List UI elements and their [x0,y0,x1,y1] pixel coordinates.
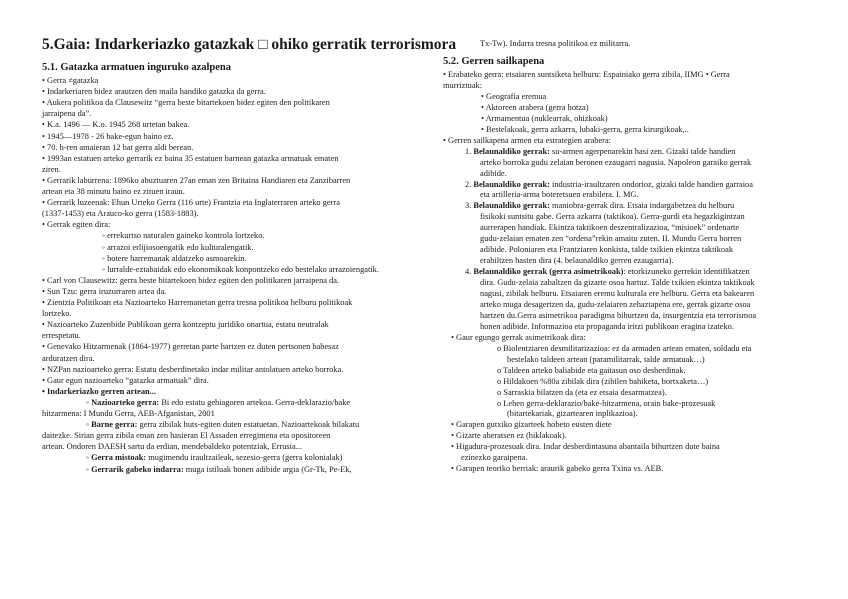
right-text-line: adibide. Poloniaren eta Frantziaren konkista, talde txikien ekintza taktikoak [480,245,734,255]
left-text-line: • 1993an estatuen arteko gerrarik ez baina 35 estatuen barnean gatazka armatuak ematen [42,153,339,163]
term-label: Belaunaldiko gerrak (gerra asimetrikoak) [473,267,624,277]
left-text-line: jarraipena da”. [42,109,92,119]
right-text-line: 1. Belaunaldiko gerrak: su-armen agerpenarekin hasi zen. Gizaki talde handien [465,146,736,156]
right-text-line: • Gaur egungo gerrak asimetrikoak dira: [451,332,586,342]
right-text-line: 3. Belaunaldiko gerrak: maniobra-gerrak dira. Etsaia indargabetzea du helburu [465,201,735,211]
left-text-line: • 70. h-ren amaieran 12 bat gerra aldi berean. [42,142,194,152]
right-text-line: (bitartekariak, gizartearen inplikazioa). [507,409,638,419]
right-text-line: nagusi, zibilak helburu. Etsaiaren eremu kulturala ere helburu. Gerra eta bakearen [480,289,755,298]
right-text-line: o Sarraskia bilatzen da (eta ez etsaia desarmatzea). [497,387,667,397]
right-text-line: ezinezko garaipena. [461,453,528,463]
right-text-line: 2. Belaunaldiko gerrak: industria-iraultzaren ondorioz, gizaki talde handien garraioa [465,179,753,189]
left-text-line: • Genevako Hitzarmenak (1864-1977) gerretan parte hartzen ez duten pertsonen babesaz [42,342,339,352]
right-text-line: • Garapen teoriko berriak: araurik gabeko gerra Txina vs. AEB. [451,464,664,474]
section-5-1-heading: 5.1. Gatazka armatuen inguruko azalpena [42,62,232,73]
left-text-line: • 1945—1978 - 26 bake-egun baino ez. [42,131,174,141]
right-text-line: o Hildakoen %80a zibilak dira (zibilen bahiketa, bortxaketa…) [497,376,709,386]
left-text-line: daitezke. Sirian gerra zibila eman zen hasieran El Assaden erregimena eta opositoreen [42,431,331,441]
section-5-2-heading: 5.2. Gerren sailkapena [443,56,545,67]
right-text-line: arteko muga desagertzen da, gudu-zelaiaren zehaztapena ere, gerrak gizarte osoa [480,299,751,309]
left-text-line: • Gerra ≠gatazka [42,76,99,85]
left-text-line: • Sun Tzu: gerra iruzurraren artea da. [42,286,167,296]
left-text-line: • Gerrarik luzeenak: Ehun Urteko Gerra (116 urte) Frantzia eta Inglaterraren arteko gerra [42,198,340,208]
continuation-line: Tx-Tw). Indarra tresna politikoa ez militarra. [480,39,631,48]
left-text-line: • Gerrak egiten dira: [42,220,111,230]
right-text-line: arteko borroka gudu zelaian beronen ezaugarri nagusia. Napoleon garaiko gerrak [480,157,752,167]
term-label: Nazioarteko gerra: [91,397,160,407]
right-text-line: • Geografia eremua [481,91,547,101]
page-title-text: 5.Gaia: Indarkeriazko gatazkak □ ohiko gerratik terrorismora [42,36,457,53]
right-text-line: o Lehen gerra-deklarazio/bake-hitzarmena, orain bake-prozesuak [497,398,716,408]
right-text-line: honen adibide. Informazioa eta propaganda iritzi publikoan eragina izateko. [480,321,734,331]
left-text-line: ◦ arrazoi erlijiosoengatik edo kulturalengatik. [102,242,254,252]
left-text-line: ziren. [42,164,61,174]
left-text-line: • Gerrarik laburrena: 1896ko abuztuaren 27an eman zen Britaina Handiaren eta Zanzibarren [42,175,351,185]
term-label: Gerra mistoak: [91,453,147,463]
left-text-line: (1337-1453) eta Arauco-ko gerra (1583-1883). [42,209,199,219]
right-text-line: o Taldeen arteko baliabide eta gaitasun oso desberdinak. [497,365,686,375]
left-text-line: ◦ botere harremanak aldatzeko asmoarekin. [102,253,247,263]
left-text-line: ◦ lurralde-eztabaidak edo ekonomikoak konpontzeko edo bestelako arrazoiengatik. [102,264,379,274]
left-text-line: arduratzen dira. [42,353,95,363]
right-text-line: murriztuak: [443,80,483,90]
left-text-line: • Nazioarteko Zuzenbide Publikoan gerra kontzeptu juridiko onartua, estatu neutralak [42,320,329,330]
left-text-line: ◦ Gerrarik gabeko indarra: muga istiluak honen adibide argia (Gr-Tk, Pe-Ek, [86,464,352,474]
left-text-line: • NZPan nazioarteko gerra: Estatu desberdinetako indar militar antolatuen arteko borroka. [42,364,344,374]
left-text-line: • Gaur egun nazioarteko “gatazka armatuak” dira. [42,375,209,385]
right-text-line: • Aktoreen arabera (gerra hotza) [481,102,589,112]
right-text-line: aurrerapen handiak. Ekintza taktikoen deszentralizazioa, “misioek” ordenarte [480,223,740,233]
left-text-line: lortzeko. [42,309,72,319]
left-text-line: • Indarkeriazko gerren artean... [42,386,156,396]
left-text-line: • K.a. 1496 — K.o. 1945 268 urtetan bakea. [42,120,190,130]
right-text-line: • Gerren sailkapena armen eta estrategien arabera: [443,135,612,145]
left-text-line: • Zientzia Politikoan eta Nazioarteko Harremanetan gerra tresna politikoa helburu politikoak [42,298,353,307]
left-text-line: artean. Ondoren DAESH sartu da erdian, mendebaldeko potentziak, Errusia... [42,442,303,452]
right-text-line: erabiltzen hasten dira (4. belaunaldiko gerren ezaugarria). [480,256,674,266]
right-text-line: • Armamentua (nuklearrak, ohizkoak) [481,113,608,123]
left-text-line: ◦ Gerra mistoak: mugimendu iraultzaileak, sezesio-gerra (gerra kolonialak) [86,453,343,463]
term-label: Gerrarik gabeko indarra: [91,464,184,474]
right-text-line: hartzen du.Gerra asimetrikoa paradigma bihurtzen da, insurgentzia eta terrorismoa [480,310,757,320]
term-label: Belaunaldiko gerrak: [473,201,550,211]
right-text-line: • Garapen gutxiko gizarteek hobeto eusten diete [451,420,612,430]
right-text-line: dira. Gudu-zelaia zabaltzen da gizarte osoa hartuz. Talde txikien ekintza taktikoak [480,278,755,288]
term-label: Belaunaldiko gerrak: [473,179,550,189]
right-text-line: gudu-zelaian ematen zen “ordena”rekin amaitu zuten. II. Mundu Gerra horren [480,234,742,244]
left-text-line: artean eta 38 minutu baino ez zituen iraun. [42,187,185,196]
left-text-line: • Aukera politikoa da Clausewitz “gerra beste bitartekoen bidez egiten den politikaren [42,98,330,108]
left-text-line: • Carl von Clausewitz: gerra beste bitartekoen bidez egiten den politikaren jarraipena da. [42,275,340,285]
right-text-line: eta artilleria-arma boteretsuen erabilera. I. MG. [480,190,639,200]
right-text-line: adibide. [480,168,507,178]
right-text-line: • Erabateko gerra: etsaiaren suntsiketa helburu: Espainiako gerra zibila, IIMG • Gerra [443,70,730,79]
right-text-line: fisikoki suntsitu gabe. Gerra azkarra (taktikoa). Gerra-gurdi eta hegazkigintzan [480,212,745,222]
left-text-line: ◦ errekurtso naturalen gaineko kontrola lortzeko. [102,231,265,241]
left-text-line: hitzarmena: I Mundu Gerra, AEB-Afganistan, 2001 [42,409,215,418]
right-text-line: o Biolentziaren desmilitarizazioa: ez da armaden artean ematen, soldadu eta [497,343,752,353]
left-text-line: • Indarkeriaren bidez arautzen den maila handiko gatazka da gerra. [42,87,266,97]
right-text-line: • Bestelakoak, gerra azkarra, lubaki-gerra, gerra kirurgikoak,.. [481,124,689,134]
right-text-line: bestelako taldeen artean (paramilitarrak, talde armatuak…) [507,354,705,364]
term-label: Belaunaldiko gerrak: [473,146,550,156]
term-label: Barne gerra: [91,420,138,430]
right-text-line: • Higadura-prozesuak dira. Indar desberdintasuna abantaila bihurtzen dute baina [451,442,720,452]
right-text-line: 4. Belaunaldiko gerrak (gerra asimetrikoak): etorkizuneko gerrekin identifikatzen [465,267,750,277]
page-title [42,36,456,54]
left-text-line: ◦ Nazioarteko gerra: Bi edo estatu gehiagoren artekoa. Gerra-deklarazio/bake [86,397,351,407]
right-text-line: • Gizarte aberatsen ez (hiklakoak). [451,431,567,441]
left-text-line: ◦ Barne gerra: gerra zibilak huts-egiten duten estatuetan. Nazioartekoak bilakatu [86,420,360,430]
left-text-line: errespetatu. [42,331,81,341]
